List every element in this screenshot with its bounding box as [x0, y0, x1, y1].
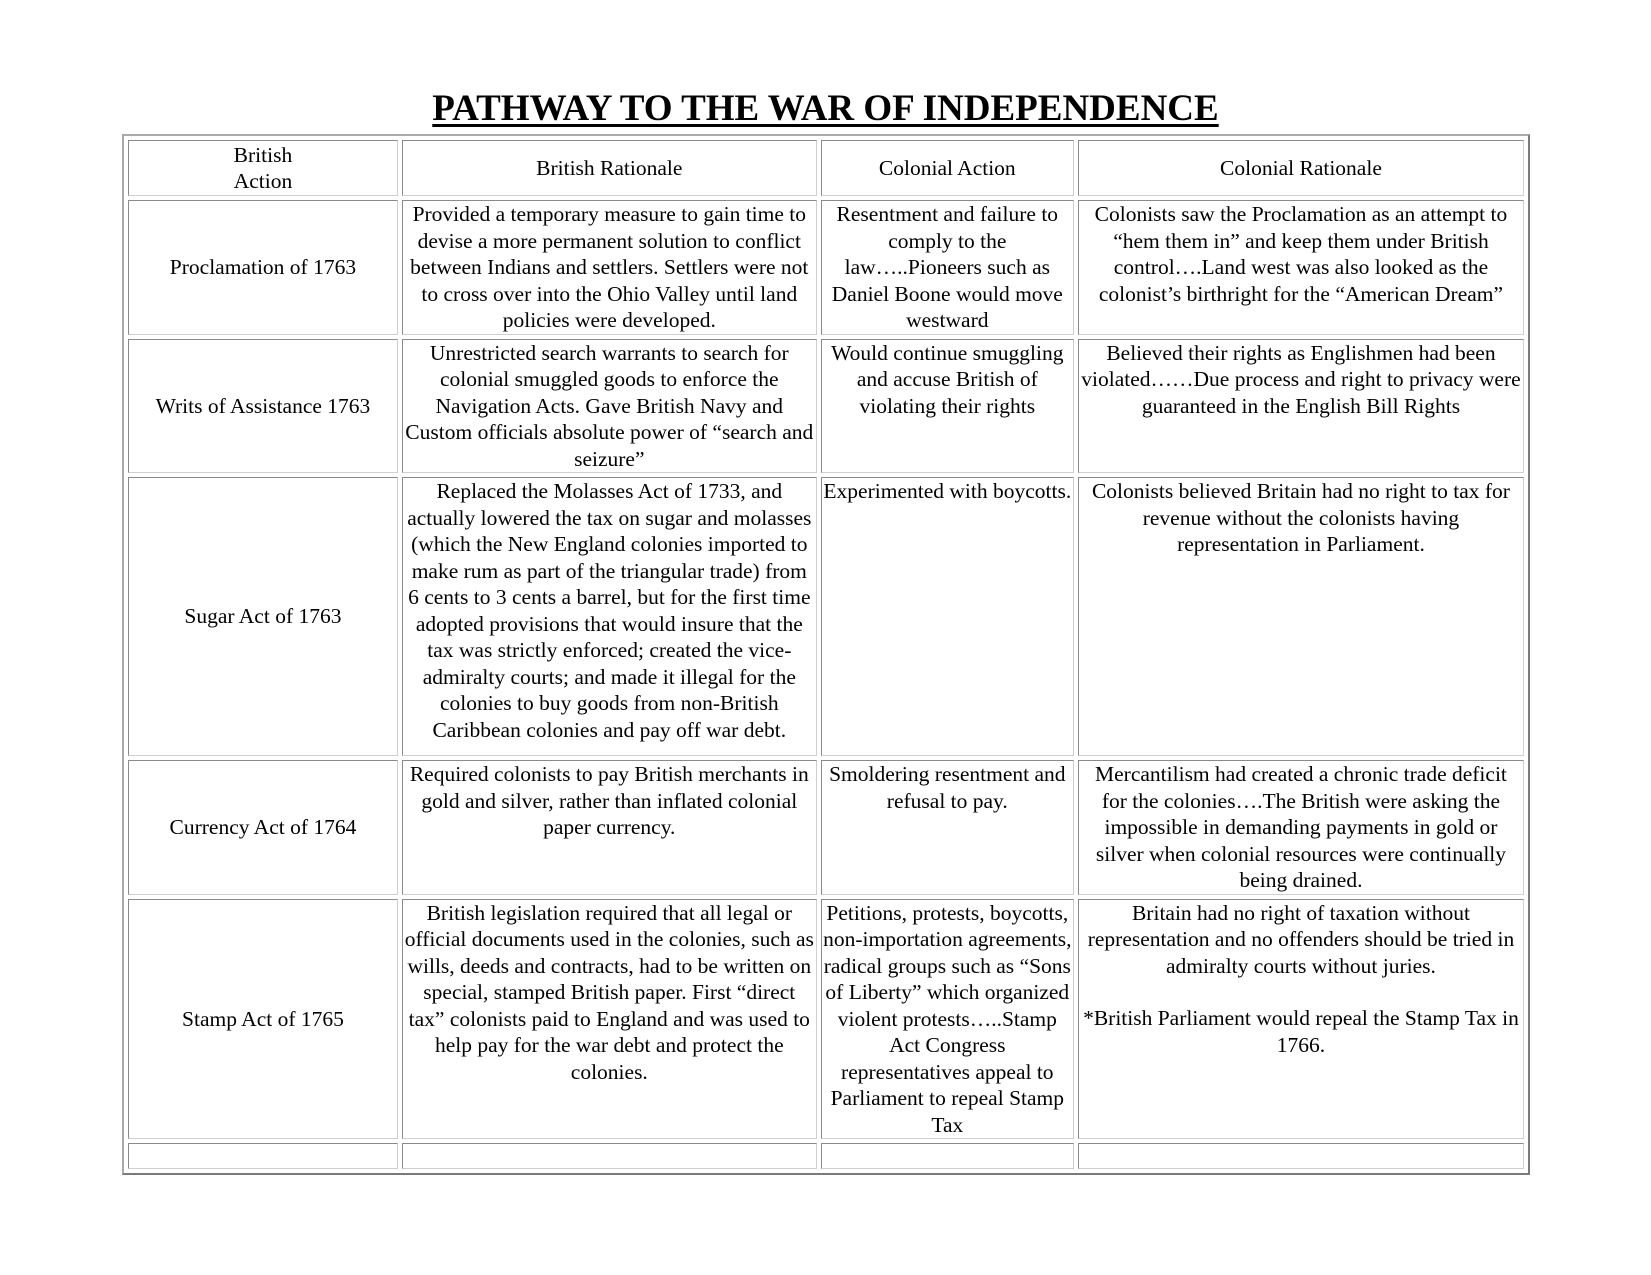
colonial-rationale-cell: Colonists saw the Proclamation as an attempt to “hem them in” and keep them under British control….Land west was also looked as the colonist’s birthright for the “American Dream”	[1078, 200, 1524, 335]
repeal-note: *British Parliament would repeal the Stamp Tax in 1766.	[1083, 1006, 1519, 1057]
british-action-cell: Sugar Act of 1763	[128, 477, 398, 756]
table-row	[128, 760, 1524, 895]
header-british-rationale: British Rationale	[402, 140, 817, 196]
british-rationale-cell: Unrestricted search warrants to search for colonial smuggled goods to enforce the Navigation Acts. Gave British Navy and Custom officials absolute power of “search and seizure”	[402, 339, 817, 474]
colonial-rationale-cell: Believed their rights as Englishmen had been violated……Due process and right to privacy were guaranteed in the English Bill Rights	[1078, 339, 1524, 474]
empty-row	[128, 1143, 1524, 1169]
table-row	[128, 339, 1524, 474]
british-rationale-cell: Replaced the Molasses Act of 1733, and actually lowered the tax on sugar and molasses (which the New England colonies imported to make rum as part of the triangular trade) from 6 cents to 3 cents a barrel, but for the first time adopted provisions that would insure that the tax was strictly enforced; created the vice-admiralty courts; and made it illegal for the colonies to buy goods from non-British Caribbean colonies and pay off war debt.	[402, 477, 817, 756]
colonial-rationale-cell: Mercantilism had created a chronic trade deficit for the colonies….The British were asking the impossible in demanding payments in gold or silver when colonial resources were continually being drained.	[1078, 760, 1524, 895]
colonial-rationale-cell: Colonists believed Britain had no right to tax for revenue without the colonists having representation in Parliament.	[1078, 477, 1524, 756]
empty-cell	[402, 1143, 817, 1169]
colonial-action-cell: Petitions, protests, boycotts, non-importation agreements, radical groups such as “Sons of Liberty” which organized violent protests…..Stamp Act Congress representatives appeal to Parliament to repeal Stamp Tax	[821, 899, 1074, 1140]
table-row	[128, 477, 1524, 756]
colonial-action-cell: Smoldering resentment and refusal to pay.	[821, 760, 1074, 895]
colonial-rationale-text: Britain had no right of taxation without representation and no offenders should be tried in admiralty courts without juries.	[1087, 900, 1515, 978]
british-action-cell: Writs of Assistance 1763	[128, 339, 398, 474]
empty-cell	[128, 1143, 398, 1169]
empty-cell	[821, 1143, 1074, 1169]
table-header-row	[128, 140, 1524, 196]
table-row	[128, 899, 1524, 1140]
colonial-action-cell: Would continue smuggling and accuse British of violating their rights	[821, 339, 1074, 474]
british-action-cell: Stamp Act of 1765	[128, 899, 398, 1140]
british-action-cell: Currency Act of 1764	[128, 760, 398, 895]
colonial-rationale-cell	[1078, 899, 1524, 1140]
page-title: PATHWAY TO THE WAR OF INDEPENDENCE	[432, 88, 1219, 129]
header-colonial-action: Colonial Action	[821, 140, 1074, 196]
colonial-action-cell: Experimented with boycotts.	[821, 477, 1074, 756]
table-row	[128, 200, 1524, 335]
header-colonial-rationale: Colonial Rationale	[1078, 140, 1524, 196]
pathway-table	[122, 134, 1530, 1175]
british-action-cell: Proclamation of 1763	[128, 200, 398, 335]
colonial-action-cell: Resentment and failure to comply to the law…..Pioneers such as Daniel Boone would move westward	[821, 200, 1074, 335]
header-british-action: British Action	[128, 140, 398, 196]
british-rationale-cell: Required colonists to pay British merchants in gold and silver, rather than inflated colonial paper currency.	[402, 760, 817, 895]
british-rationale-cell: Provided a temporary measure to gain time to devise a more permanent solution to conflict between Indians and settlers. Settlers were not to cross over into the Ohio Valley until land policies were developed.	[402, 200, 817, 335]
empty-cell	[1078, 1143, 1524, 1169]
british-rationale-cell: British legislation required that all legal or official documents used in the colonies, such as wills, deeds and contracts, had to be written on special, stamped British paper. First “direct tax” colonists paid to England and was used to help pay for the war debt and protect the colonies.	[402, 899, 817, 1140]
